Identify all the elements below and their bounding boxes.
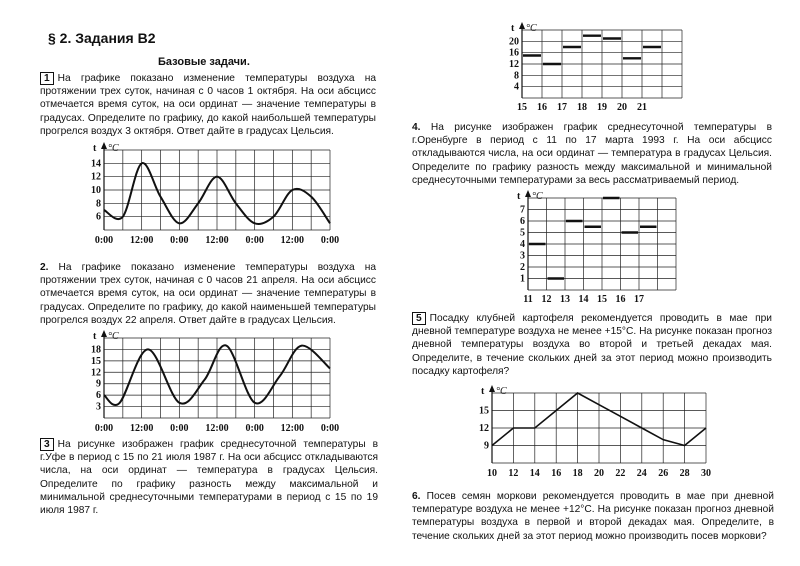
chart-3 bbox=[500, 22, 690, 114]
x-tick-label: 26 bbox=[658, 468, 669, 479]
x-tick-label: 11 bbox=[523, 294, 533, 305]
y-tick-label: 6 bbox=[520, 216, 525, 227]
x-tick-label: 18 bbox=[572, 468, 583, 479]
y-tick-label: 8 bbox=[514, 70, 519, 82]
y-tick-label: 12 bbox=[91, 367, 101, 379]
y-tick-label: 9 bbox=[96, 378, 101, 390]
task-text: На графике показано изменение температуры воздуха на протяжении трех суток, начиная с 0 часов 1 октября. На оси абсцисс отмечается время суток, на оси ординат — значение температуры в градусах. Определите по графику, до какой наибольшей температуры прогрелся воздух 3 октября. Ответ дайте в градусах Цельсия. bbox=[40, 73, 376, 137]
y-axis-label-t: t bbox=[93, 143, 97, 154]
x-tick-label: 28 bbox=[679, 468, 690, 479]
x-tick-label: 12:00 bbox=[205, 235, 229, 246]
x-tick-label: 12 bbox=[541, 294, 552, 305]
task-3 bbox=[40, 438, 378, 517]
x-tick-label: 22 bbox=[615, 468, 626, 479]
x-tick-label: 0:00 bbox=[94, 235, 114, 246]
chart-4 bbox=[508, 190, 688, 308]
task-text: На графике показано изменение температуры воздуха на протяжении трех суток, начиная с 0 часов 21 апреля. На оси абсцисс отмечается время суток, на оси ординат — значение температуры в градусах. Определите по графику, до какой наименьшей температуры прогрелся воздух 22 апреля. Ответ дайте в градусах Цельсия. bbox=[40, 262, 376, 326]
y-axis-arrow bbox=[101, 142, 107, 149]
y-tick-label: 1 bbox=[520, 273, 525, 285]
x-tick-label: 0:00 bbox=[245, 423, 264, 434]
x-tick-label: 15 bbox=[517, 102, 527, 113]
y-tick-label: 3 bbox=[96, 401, 101, 413]
y-tick-label: 6 bbox=[96, 390, 101, 402]
y-tick-label: 4 bbox=[514, 81, 519, 93]
x-tick-label: 16 bbox=[537, 102, 547, 113]
task-number: 4. bbox=[412, 122, 421, 133]
y-axis-label-deg: °C bbox=[532, 191, 543, 202]
task-2 bbox=[40, 261, 376, 327]
x-tick-label: 14 bbox=[578, 294, 589, 305]
chart-4-grid bbox=[528, 198, 676, 290]
chart-2-xticks bbox=[95, 423, 339, 434]
y-tick-label: 12 bbox=[91, 171, 101, 183]
y-tick-label: 10 bbox=[91, 185, 101, 196]
x-tick-label: 0:00 bbox=[320, 423, 340, 434]
chart-3-yticks bbox=[509, 36, 519, 92]
y-tick-label: 12 bbox=[479, 423, 489, 434]
task-6 bbox=[412, 490, 774, 543]
x-tick-label: 17 bbox=[557, 102, 567, 113]
y-axis-label-t: t bbox=[481, 386, 485, 397]
x-tick-label: 0:00 bbox=[94, 423, 114, 434]
x-tick-label: 17 bbox=[634, 294, 644, 305]
x-tick-label: 12:00 bbox=[205, 423, 229, 434]
y-tick-label: 7 bbox=[520, 204, 525, 216]
x-tick-label: 14 bbox=[529, 468, 540, 479]
x-tick-label: 12:00 bbox=[129, 423, 154, 434]
y-axis-arrow bbox=[489, 385, 495, 392]
x-tick-label: 0:00 bbox=[320, 235, 340, 246]
section-title: § 2. Задания В2 bbox=[48, 30, 156, 46]
y-axis-label-deg: °C bbox=[496, 386, 507, 397]
x-tick-label: 12 bbox=[508, 468, 519, 479]
y-tick-label: 18 bbox=[91, 344, 101, 356]
y-tick-label: 14 bbox=[91, 158, 101, 170]
x-tick-label: 0:00 bbox=[170, 235, 189, 246]
y-tick-label: 4 bbox=[520, 239, 525, 250]
chart-4-steps bbox=[529, 198, 657, 279]
y-tick-label: 15 bbox=[479, 405, 489, 417]
chart-5-xticks bbox=[487, 468, 711, 479]
task-number: 3 bbox=[40, 438, 54, 451]
y-tick-label: 5 bbox=[520, 227, 525, 239]
y-tick-label: 2 bbox=[520, 262, 525, 273]
y-tick-label: 9 bbox=[484, 440, 489, 452]
x-tick-label: 0:00 bbox=[245, 235, 264, 246]
y-axis-arrow bbox=[101, 330, 107, 337]
y-axis-label-deg: °C bbox=[526, 23, 537, 34]
y-tick-label: 3 bbox=[520, 250, 525, 262]
task-text: На рисунке изображен график среднесуточной температуры в г.Оренбурге в период с 11 по 17 марта 1993 г. На оси абсцисс откладываются числа, на оси ординат — температура в градусах Цельсия. Определите по графику разность между максимальной и минимальной среднесуточными температурами за весь рассматриваемый период. bbox=[412, 122, 772, 186]
x-tick-label: 30 bbox=[701, 468, 711, 479]
task-4 bbox=[412, 121, 772, 187]
chart-2 bbox=[82, 330, 352, 438]
task-number: 1 bbox=[40, 72, 54, 85]
x-tick-label: 0:00 bbox=[170, 423, 189, 434]
x-tick-label: 16 bbox=[551, 468, 562, 479]
y-tick-label: 6 bbox=[96, 211, 101, 223]
x-tick-label: 13 bbox=[560, 294, 570, 305]
task-text: Посев семян моркови рекомендуется проводить в мае при дневной температуре воздуха не менее +12°C. На рисунке показан прогноз дневной температуры воздуха в первой и второй декадах мая. Определите, в течение скольких дней за этот период можно производить посев моркови? bbox=[412, 491, 774, 542]
chart-3-steps bbox=[523, 36, 661, 64]
chart-1-yticks bbox=[91, 158, 101, 222]
y-axis-label-t: t bbox=[511, 23, 515, 34]
x-tick-label: 12:00 bbox=[280, 423, 305, 434]
task-number: 5 bbox=[412, 312, 426, 325]
y-tick-label: 8 bbox=[96, 198, 101, 210]
task-text: На рисунке изображен график среднесуточной температуры в г.Уфе в период с 15 по 21 июля 1987 г. На оси абсцисс откладываются числа, на оси ординат — температура в градусах Цельсия. Определите по графику разность между максимальной и минимальной среднесуточными температурами в период с 15 по 19 июля 1987 г. bbox=[40, 439, 378, 517]
task-5 bbox=[412, 312, 772, 378]
x-tick-label: 10 bbox=[487, 468, 497, 479]
y-axis-label-deg: °C bbox=[108, 143, 119, 154]
x-tick-label: 12:00 bbox=[280, 235, 305, 246]
task-text: Посадку клубней картофеля рекомендуется проводить в мае при дневной температуре воздуха не менее +15°C. На рисунке показан прогноз дневной температуры воздуха во второй и третьей декадах мая. Определите, в течение скольких дней за этот период можно производить посадку картофеля? bbox=[412, 313, 772, 377]
task-1 bbox=[40, 72, 376, 138]
chart-2-yticks bbox=[91, 344, 101, 412]
x-tick-label: 24 bbox=[636, 468, 647, 479]
chart-3-xticks bbox=[517, 102, 647, 113]
y-tick-label: 20 bbox=[509, 36, 519, 48]
x-tick-label: 18 bbox=[577, 102, 587, 113]
x-tick-label: 12:00 bbox=[129, 235, 154, 246]
chart-1-xticks bbox=[95, 235, 339, 246]
y-tick-label: 15 bbox=[91, 355, 101, 367]
task-number: 2. bbox=[40, 262, 49, 273]
y-axis-arrow bbox=[525, 190, 531, 197]
section-subtitle: Базовые задачи. bbox=[158, 56, 250, 68]
y-axis-label-t: t bbox=[517, 191, 521, 202]
chart-5-yticks bbox=[479, 406, 489, 452]
chart-5 bbox=[468, 385, 728, 481]
task-number: 6. bbox=[412, 491, 421, 502]
y-tick-label: 12 bbox=[509, 59, 519, 70]
chart-4-xticks bbox=[523, 294, 644, 305]
x-tick-label: 16 bbox=[615, 294, 626, 305]
chart-1 bbox=[82, 142, 352, 250]
y-tick-label: 16 bbox=[509, 47, 519, 59]
x-tick-label: 21 bbox=[637, 102, 647, 113]
x-tick-label: 15 bbox=[597, 294, 607, 305]
y-axis-arrow bbox=[519, 22, 525, 29]
x-tick-label: 20 bbox=[617, 102, 627, 113]
y-axis-label-t: t bbox=[93, 331, 97, 342]
x-tick-label: 20 bbox=[594, 468, 604, 479]
y-axis-label-deg: °C bbox=[108, 331, 119, 342]
chart-4-yticks bbox=[520, 205, 525, 285]
x-tick-label: 19 bbox=[597, 102, 607, 113]
